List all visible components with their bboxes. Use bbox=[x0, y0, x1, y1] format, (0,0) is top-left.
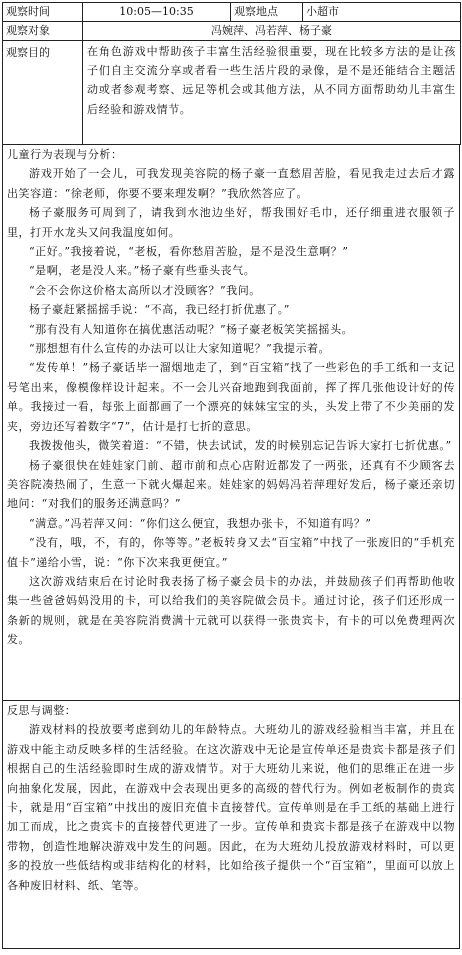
time-label: 观察时间 bbox=[3, 3, 83, 22]
analysis-paragraph: 杨子豪很快在娃娃家门前、超市前和点心店附近都发了一两张，还真有不少顾客去美容院凑热闹了，生意一下就火爆起来。娃娃家的妈妈冯若萍理好发后，杨子豪还亲切地问：“对我们的服务还满意吗？” bbox=[7, 458, 455, 511]
analysis-paragraph: 我拨拨他头，微笑着道：“不错，快去试试，发的时候别忘记告诉大家打七折优惠。” bbox=[29, 439, 452, 453]
analysis-paragraph: 杨子豪赶紧摇摇手说：“不高，我已经打折优惠了。” bbox=[29, 303, 290, 317]
time-value: 10:05—10:35 bbox=[83, 3, 231, 22]
analysis-paragraph: “那有没有人知道你在搞优惠活动呢？”杨子豪老板笑笑摇摇头。 bbox=[29, 322, 354, 336]
object-value: 冯婉萍、冯若萍、杨子豪 bbox=[83, 22, 461, 41]
analysis-title: 儿童行为表现与分析： bbox=[7, 148, 123, 161]
time-place-row bbox=[3, 3, 461, 22]
purpose-label: 观察目的 bbox=[3, 41, 83, 145]
analysis-paragraph: “正好。”我接着说，“老板，看你愁眉苦脸，是不是没生意啊？” bbox=[29, 245, 349, 259]
analysis-paragraph: “发传单！”杨子豪话毕一溜烟地走了，到“百宝箱”找了一些彩色的手工纸和一支记号笔出来，像模像样设计起来。不一会儿兴奋地跑到我面前，挥了挥几张他设计好的传单。我接过一看，每张上面都画了一个漂亮的妹妹宝宝的头，头发上带了不少美丽的发夹，旁边还写着数字“7”，估计是打七折的意思。 bbox=[7, 361, 455, 433]
reflection-paragraph: 游戏材料的投放要考虑到幼儿的年龄特点。大班幼儿的游戏经验相当丰富，并且在游戏中能主动反映多样的生活经验。在这次游戏中无论是宣传单还是贵宾卡都是孩子们根据自己的生活经验即时生成的游戏情节。对于大班幼儿来说，他们的思维正在进一步向抽象化发展，因此，在游戏中会表现出更多的高级的替代行为。例如老板制作的贵宾卡，就是用“百宝箱”中找出的废旧充值卡直接替代。宣传单则是在手工纸的基础上进行加工而成，比之贵宾卡的直接替代更进了一步。宣传单和贵宾卡都是孩子在游戏中以物带物，创造性地解决游戏中发生的问题。因此，在为大班幼儿投放游戏材料时，可以更多的投放一些低结构或非结构化的材料，比如给孩子提供一个“百宝箱”，里面可以放上各种废旧材料、纸、笔等。 bbox=[7, 723, 455, 892]
analysis-paragraph: “是啊，老是没人来。”杨子豪有些垂头丧气。 bbox=[29, 264, 256, 278]
reflection-section bbox=[2, 701, 460, 949]
analysis-paragraph: 游戏开始了一会儿，可我发现美容院的杨子豪一直愁眉苦脸，看见我走过去后才露出笑容道：“徐老师，你要不要来理发啊？”我欣然答应了。 bbox=[7, 167, 455, 200]
reflection-title: 反思与调整： bbox=[7, 704, 77, 717]
purpose-text: 在角色游戏中帮助孩子丰富生活经验很重要，现在比较多方法的是让孩子们自主交流分享或者看一些生活片段的录像，是不是还能结合主题活动或者参观考察、远足等机会或其他方法，从不同方面帮助幼儿丰富生后经验和游戏情节。 bbox=[83, 41, 461, 145]
observation-record-sheet bbox=[2, 2, 460, 951]
place-label: 观察地点 bbox=[231, 3, 303, 22]
object-row bbox=[3, 22, 461, 41]
analysis-section bbox=[2, 145, 460, 701]
analysis-paragraph: “那想想有什么宣传的办法可以让大家知道呢？”我提示着。 bbox=[29, 342, 331, 356]
observation-header-table bbox=[2, 2, 461, 145]
object-label: 观察对象 bbox=[3, 22, 83, 41]
place-value: 小超市 bbox=[303, 3, 461, 22]
analysis-paragraph: “会不会你这价格太高所以才没顾客？”我问。 bbox=[29, 283, 261, 297]
analysis-paragraph: “没有，哦，不，有的，你等等。”老板转身又去“百宝箱”中找了一张废旧的“手机充值卡”递给小雪，说：“你下次来我更便宜。” bbox=[7, 536, 455, 569]
analysis-paragraph: “满意。”冯若萍又问：“你们这么便宜，我想办张卡，不知道有吗？” bbox=[29, 516, 372, 530]
analysis-paragraph: 杨子豪服务可周到了，请我到水池边坐好，帮我围好毛巾，还仔细重进衣服领子里，打开水龙头又问我温度如何。 bbox=[7, 206, 455, 239]
analysis-paragraph: 这次游戏结束后在讨论时我表扬了杨子豪会员卡的办法，并鼓励孩子们再帮助他收集一些爸爸妈妈没用的卡，可以给我们的美容院做会员卡。通过讨论，孩子们还形成一条新的规则，就是在美容院消费满十元就可以获得一张贵宾卡，有卡的可以免费理两次发。 bbox=[7, 574, 455, 647]
purpose-row bbox=[3, 41, 461, 145]
